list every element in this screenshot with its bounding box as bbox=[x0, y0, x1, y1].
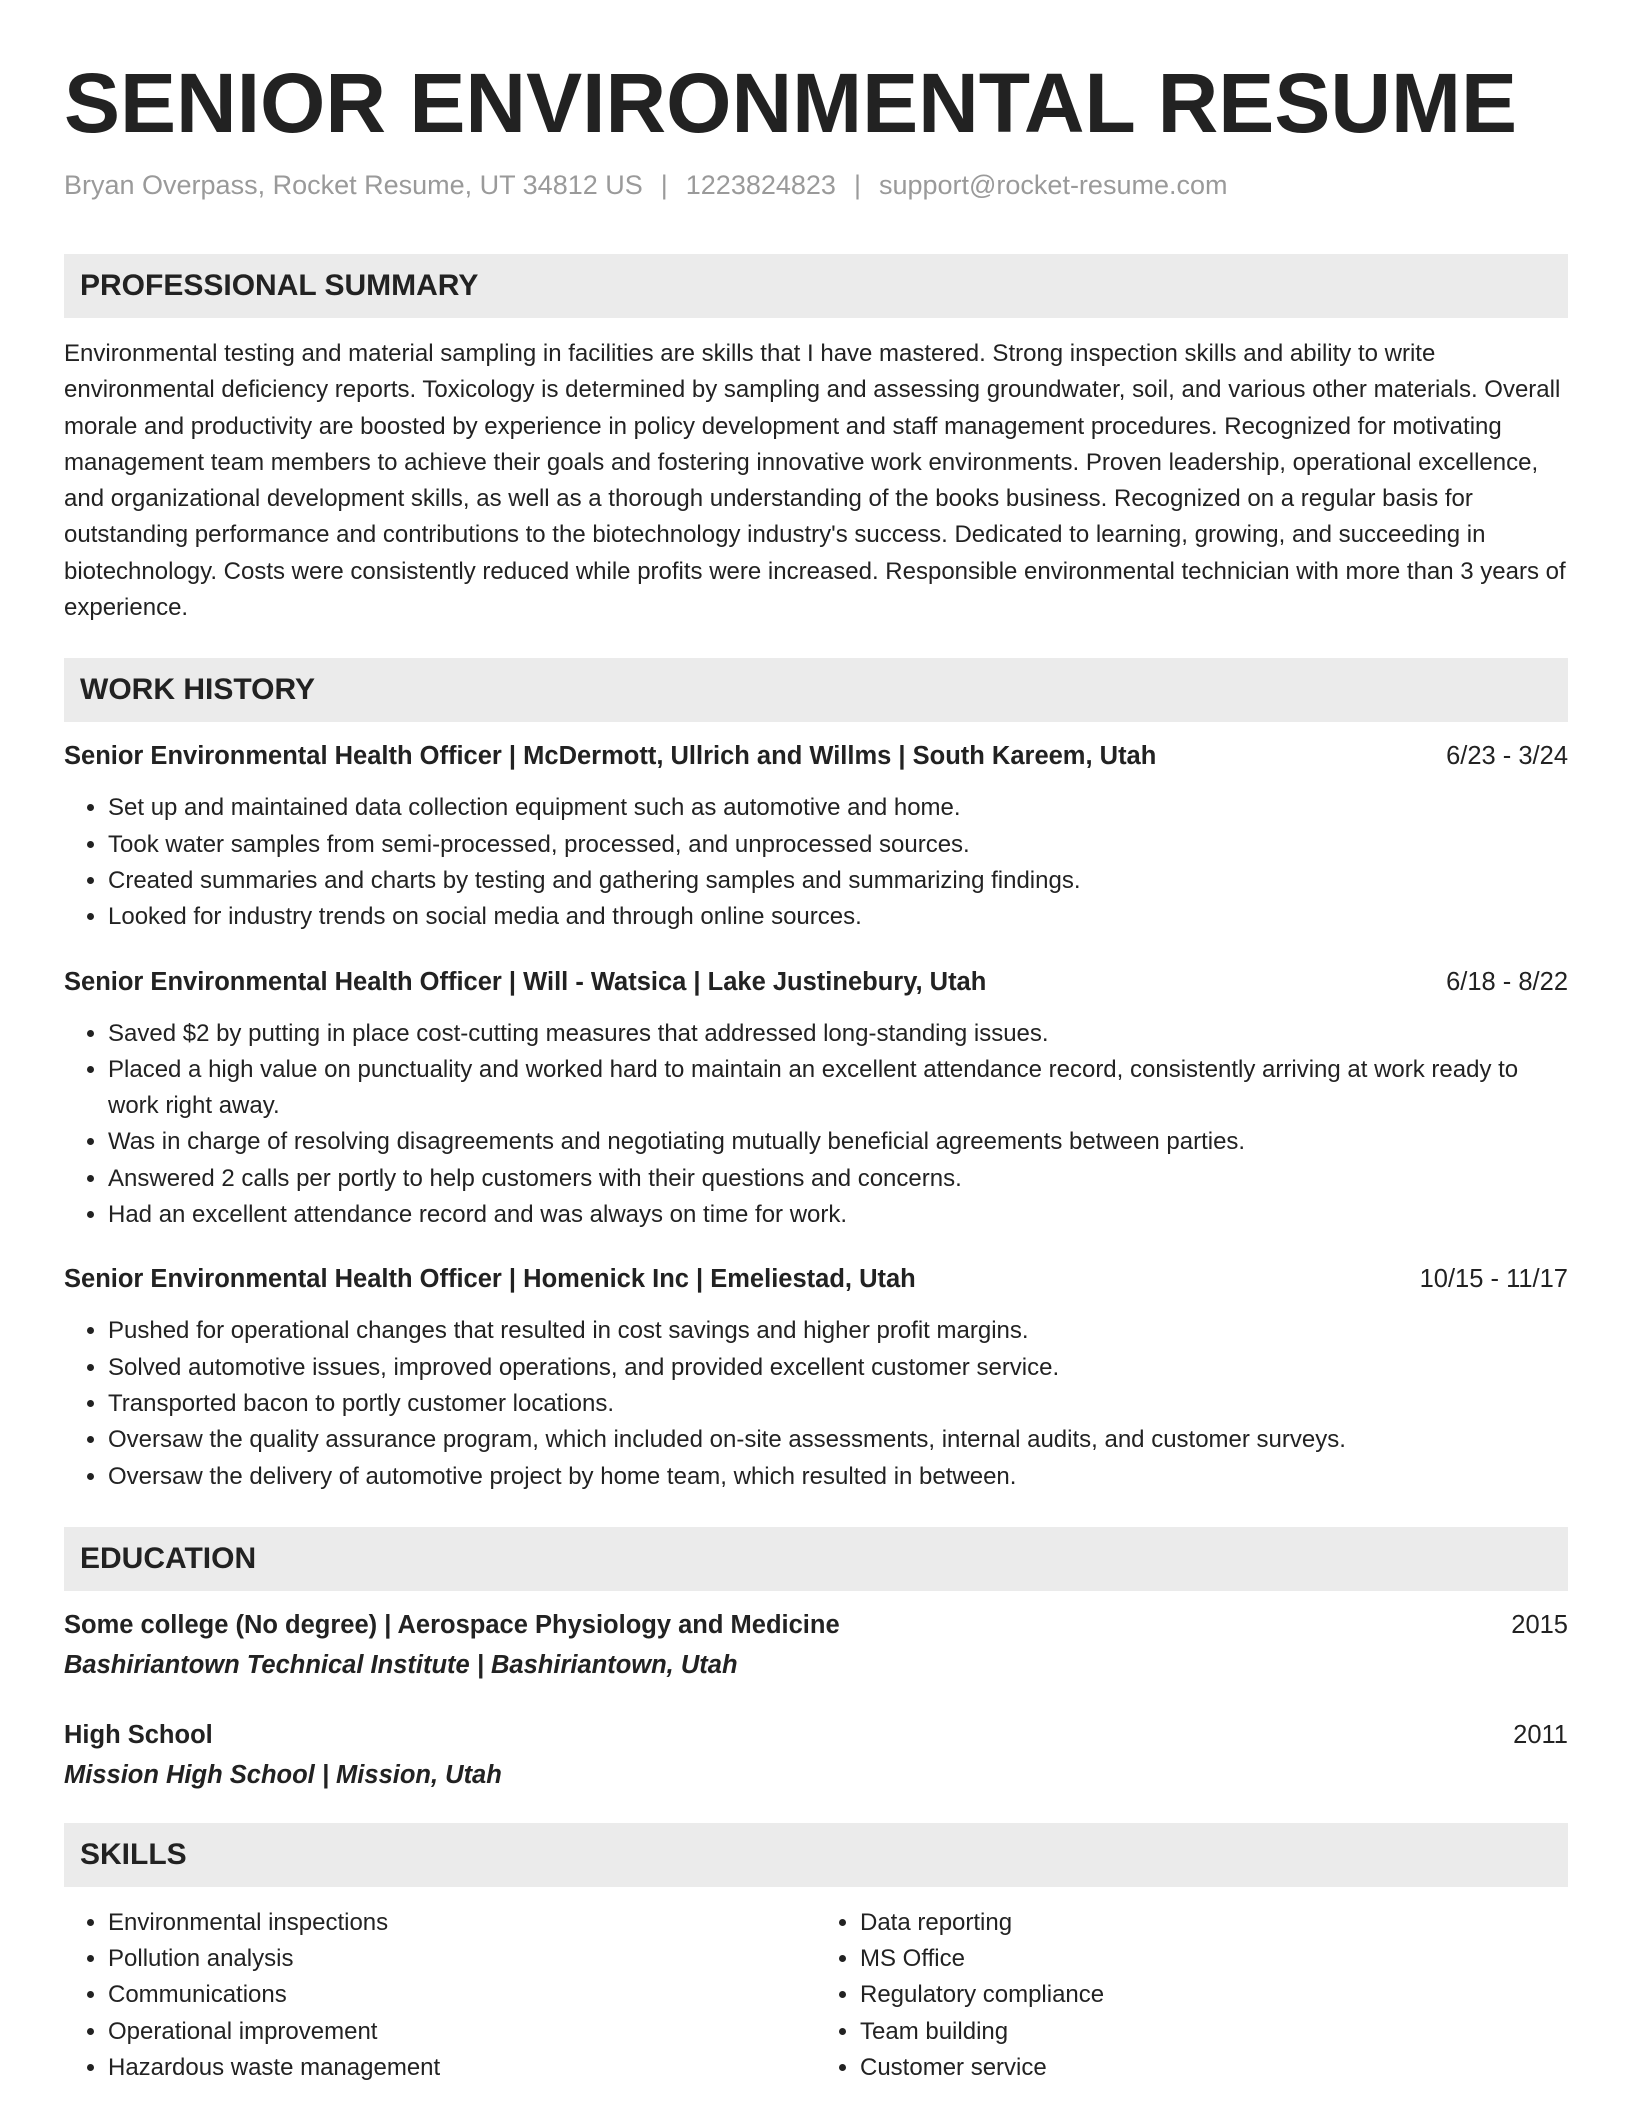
education-school: Mission High School | Mission, Utah bbox=[64, 1760, 502, 1789]
skills-column-right bbox=[816, 1905, 1568, 2086]
education-degree: High School bbox=[64, 1720, 213, 1749]
education-header bbox=[64, 1609, 1568, 1641]
job-header bbox=[64, 1263, 1568, 1295]
summary-text: Environmental testing and material sampling in facilities are skills that I have mastered. Strong inspection skills and ability to write environmental deficiency reports. Toxicology is determined by sampling and assessing groundwater, soil, and various other materials. Overall morale and productivity are boosted by experience in policy development and staff management procedures. Recognized for motivating management team members to achieve their goals and fostering innovative work environments. Proven leadership, operational excellence, and organizational development skills, as well as a thorough understanding of the books business. Recognized on a regular basis for outstanding performance and contributions to the biotechnology industry's success. Dedicated to learning, growing, and succeeding in biotechnology. Costs were consistently reduced while profits were increased. Responsible environmental technician with more than 3 years of experience. bbox=[64, 340, 1566, 622]
job-bullet: • Set up and maintained data collection equipment such as automotive and home. bbox=[108, 790, 1568, 826]
section-header-work-history bbox=[64, 658, 1568, 722]
job-bullet: • Answered 2 calls per portly to help customers with their questions and concerns. bbox=[108, 1161, 1568, 1197]
job-entry bbox=[64, 740, 1568, 935]
job-bullet: • Transported bacon to portly customer locations. bbox=[108, 1386, 1568, 1422]
contact-separator: | bbox=[853, 170, 861, 200]
skill-item: • Hazardous waste management bbox=[108, 2050, 816, 2086]
section-header-education bbox=[64, 1527, 1568, 1591]
job-bullet: • Oversaw the delivery of automotive project by home team, which resulted in between. bbox=[108, 1459, 1568, 1495]
job-bullet: • Oversaw the quality assurance program, which included on-site assessments, internal audits, and customer surveys. bbox=[108, 1422, 1568, 1458]
job-bullet: • Was in charge of resolving disagreements and negotiating mutually beneficial agreements between parties. bbox=[108, 1124, 1568, 1160]
skill-item: • Pollution analysis bbox=[108, 1941, 816, 1977]
job-bullets bbox=[64, 790, 1568, 935]
contact-phone: 1223824823 bbox=[685, 170, 836, 200]
contact-line bbox=[64, 168, 1568, 202]
skills-grid bbox=[64, 1905, 1568, 2086]
section-title: EDUCATION bbox=[80, 1541, 257, 1575]
skill-item: • Team building bbox=[860, 2014, 1568, 2050]
job-bullet: • Created summaries and charts by testing and gathering samples and summarizing findings. bbox=[108, 863, 1568, 899]
education-entry bbox=[64, 1609, 1568, 1681]
section-header-skills bbox=[64, 1823, 1568, 1887]
contact-separator: | bbox=[660, 170, 668, 200]
job-bullets bbox=[64, 1313, 1568, 1494]
skill-item: • Customer service bbox=[860, 2050, 1568, 2086]
skills-list bbox=[816, 1905, 1568, 2086]
job-title: Senior Environmental Health Officer | McDermott, Ullrich and Willms | South Kareem, Utah bbox=[64, 742, 1157, 771]
skill-item: • Environmental inspections bbox=[108, 1905, 816, 1941]
section-header-summary bbox=[64, 254, 1568, 318]
job-header bbox=[64, 740, 1568, 772]
resume-title: SENIOR ENVIRONMENTAL RESUME bbox=[64, 56, 1518, 150]
job-title: Senior Environmental Health Officer | Homenick Inc | Emeliestad, Utah bbox=[64, 1265, 916, 1294]
education-year: 2015 bbox=[1511, 1610, 1568, 1639]
skill-item: • Operational improvement bbox=[108, 2014, 816, 2050]
contact-address: Bryan Overpass, Rocket Resume, UT 34812 US bbox=[64, 170, 643, 200]
job-entry bbox=[64, 966, 1568, 1234]
section-title: SKILLS bbox=[80, 1837, 187, 1871]
job-bullet: • Solved automotive issues, improved operations, and provided excellent customer service. bbox=[108, 1350, 1568, 1386]
job-title: Senior Environmental Health Officer | Will - Watsica | Lake Justinebury, Utah bbox=[64, 967, 987, 996]
job-bullet: • Saved $2 by putting in place cost-cutting measures that addressed long-standing issues. bbox=[108, 1016, 1568, 1052]
skills-list bbox=[64, 1905, 816, 2086]
job-entry bbox=[64, 1263, 1568, 1494]
skill-item: • Data reporting bbox=[860, 1905, 1568, 1941]
job-bullet: • Had an excellent attendance record and was always on time for work. bbox=[108, 1197, 1568, 1233]
job-dates: 6/18 - 8/22 bbox=[1446, 967, 1568, 996]
education-header bbox=[64, 1719, 1568, 1751]
job-bullet: • Pushed for operational changes that resulted in cost savings and higher profit margins. bbox=[108, 1313, 1568, 1349]
skill-item: • MS Office bbox=[860, 1941, 1568, 1977]
skill-item: • Communications bbox=[108, 1977, 816, 2013]
education-degree: Some college (No degree) | Aerospace Physiology and Medicine bbox=[64, 1610, 840, 1639]
contact-email: support@rocket-resume.com bbox=[878, 170, 1228, 200]
job-bullets bbox=[64, 1016, 1568, 1234]
section-title: PROFESSIONAL SUMMARY bbox=[80, 269, 479, 302]
education-year: 2011 bbox=[1513, 1720, 1568, 1749]
job-bullet: • Looked for industry trends on social media and through online sources. bbox=[108, 899, 1568, 935]
education-school: Bashiriantown Technical Institute | Bashiriantown, Utah bbox=[64, 1650, 738, 1679]
section-title: WORK HISTORY bbox=[80, 673, 316, 707]
job-bullet: • Took water samples from semi-processed, processed, and unprocessed sources. bbox=[108, 827, 1568, 863]
job-dates: 10/15 - 11/17 bbox=[1419, 1265, 1568, 1294]
skills-column-left bbox=[64, 1905, 816, 2086]
job-dates: 6/23 - 3/24 bbox=[1446, 742, 1568, 771]
education-entry bbox=[64, 1719, 1568, 1791]
job-bullet: • Placed a high value on punctuality and worked hard to maintain an excellent attendance record, consistently arriving at work ready to work right away. bbox=[108, 1052, 1568, 1125]
skill-item: • Regulatory compliance bbox=[860, 1977, 1568, 2013]
job-header bbox=[64, 966, 1568, 998]
